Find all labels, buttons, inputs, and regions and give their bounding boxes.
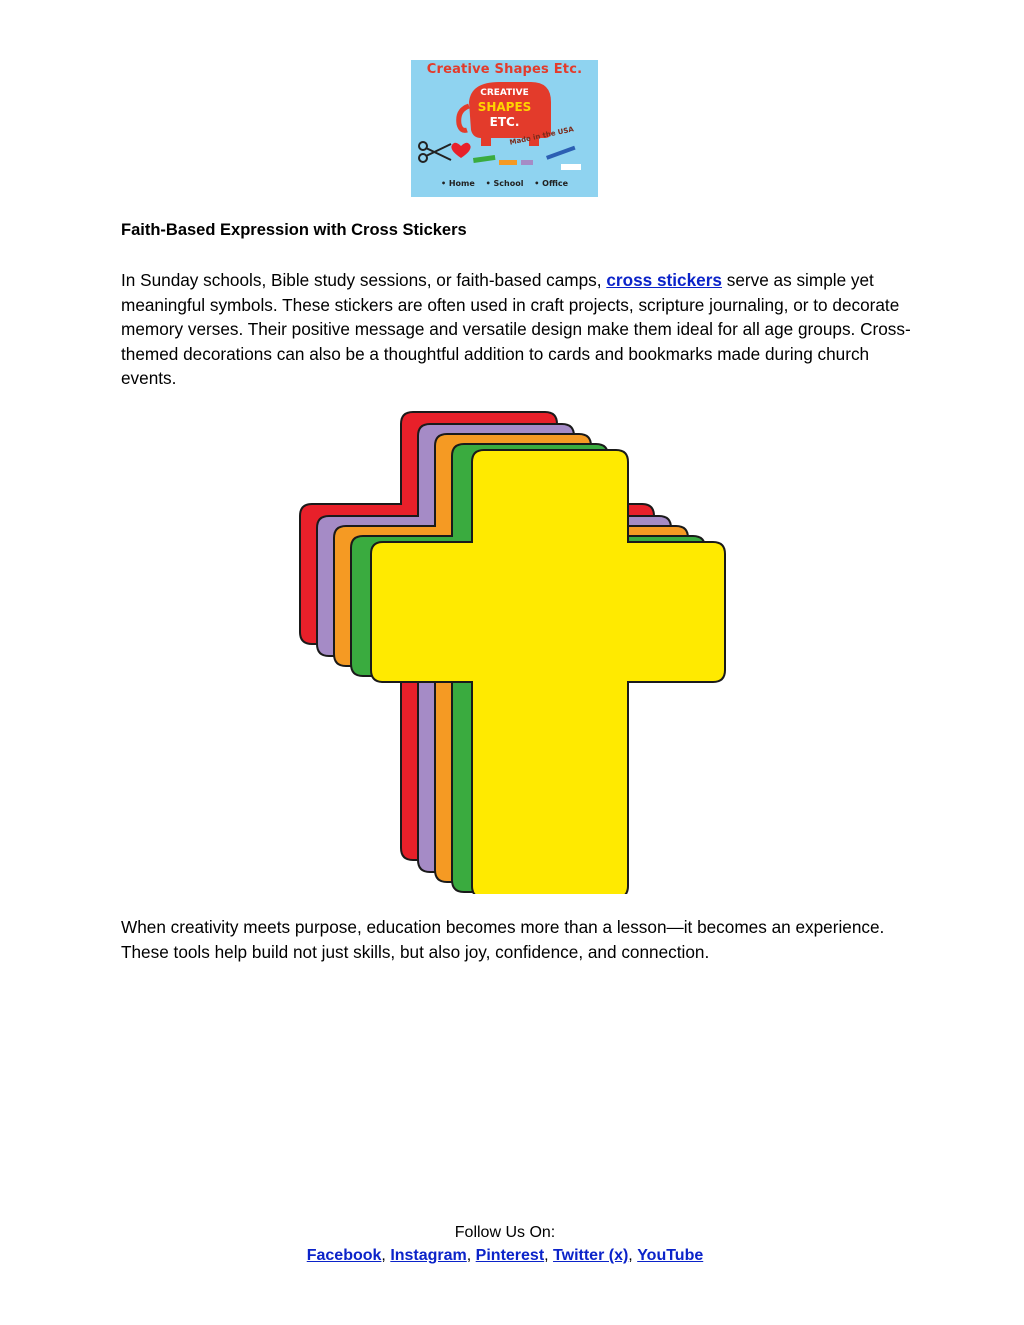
paragraph-1-text-before: In Sunday schools, Bible study sessions, or faith-based camps,: [121, 270, 607, 290]
article-heading: Faith-Based Expression with Cross Stickers: [121, 221, 467, 239]
link-separator: ,: [544, 1247, 554, 1264]
link-separator: ,: [628, 1247, 638, 1264]
cross-stickers-image: [290, 408, 735, 894]
paragraph-1-text-after: serve as simple yet meaningful symbols. These stickers are often used in craft projects, scripture journaling, or to decorate memory verses. Their positive message and versatile design make them ideal for all age groups. Cross-themed decorations can also be a thoughtful addition to cards and bookmarks made during church events.: [121, 270, 911, 388]
social-links: [0, 1244, 1010, 1267]
article-paragraph-2: When creativity meets purpose, education becomes more than a lesson—it becomes an experience. These tools help build not just skills, but also joy, confidence, and connection.: [121, 917, 885, 962]
cross-stickers-link[interactable]: cross stickers: [606, 270, 722, 290]
logo-tag-home: • Home: [440, 179, 475, 188]
brand-logo: [411, 60, 598, 197]
logo-emblem-line2: SHAPES: [477, 100, 532, 114]
logo-tag-office: • Office: [534, 179, 569, 188]
pinterest-link[interactable]: Pinterest: [475, 1247, 545, 1264]
youtube-link[interactable]: YouTube: [637, 1247, 704, 1264]
instagram-link[interactable]: Instagram: [390, 1247, 467, 1264]
article-paragraph-1: [121, 268, 921, 391]
facebook-link[interactable]: Facebook: [306, 1247, 382, 1264]
logo-emblem-line1: CREATIVE: [480, 88, 529, 98]
logo-tags: [411, 179, 598, 188]
logo-title: Creative Shapes Etc.: [426, 62, 583, 77]
logo-emblem-line3: ETC.: [489, 115, 520, 129]
logo-made-in: Made in the USA: [508, 125, 575, 147]
logo-tag-school: • School: [485, 179, 524, 188]
follow-us-label: Follow Us On:: [454, 1224, 556, 1241]
link-separator: ,: [381, 1247, 391, 1264]
footer: [0, 1221, 1010, 1267]
link-separator: ,: [466, 1247, 476, 1264]
twitter-link[interactable]: Twitter (x): [553, 1247, 629, 1264]
